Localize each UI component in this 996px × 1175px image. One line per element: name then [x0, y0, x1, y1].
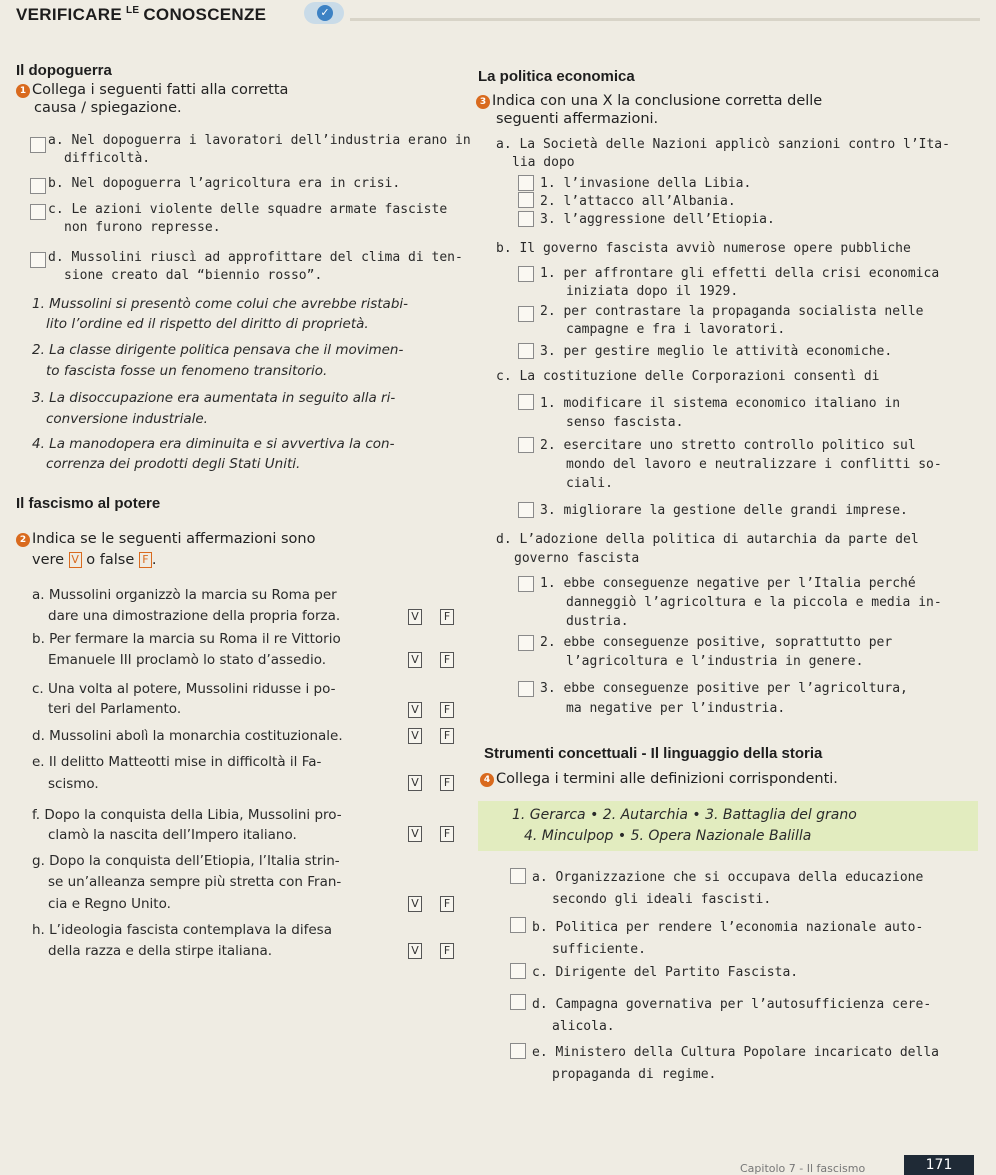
ex3-d-option-1-line3: dustria. — [566, 614, 629, 629]
ex2-item-f-line2: clamò la nascita dell’Impero italiano. — [48, 827, 297, 843]
ex3-a-option-3-checkbox[interactable] — [518, 211, 534, 227]
ex1-item-a-line1: a. Nel dopoguerra i lavoratori dell’industria erano in — [48, 133, 471, 148]
ex3-c-option-1-checkbox[interactable] — [518, 394, 534, 410]
exercise-2-instruction: 2 Indica se le seguenti affermazioni sono — [16, 530, 315, 549]
ex2-item-e-line1: e. Il delitto Matteotti mise in difficoltà il Fa- — [32, 754, 322, 770]
ex4-def-d-line2: alicola. — [552, 1019, 615, 1034]
ex3-b-option-2-checkbox[interactable] — [518, 306, 534, 322]
exercise-1-instruction: 1 Collega i seguenti fatti alla corretta — [16, 81, 288, 100]
exercise-1-number: 1 — [16, 84, 30, 98]
ex3-b-option-1-line2: iniziata dopo il 1929. — [566, 284, 739, 299]
exercise-2-instruction-line2: vere V o false F . — [32, 552, 157, 568]
exercise-3-instruction: 3 Indica con una X la conclusione corretta delle — [476, 92, 822, 111]
ex1-item-a-checkbox[interactable] — [30, 137, 46, 153]
ex2-item-c-line1: c. Una volta al potere, Mussolini ridusse i po- — [32, 681, 336, 697]
ex3-a-option-1-checkbox[interactable] — [518, 175, 534, 191]
ex4-def-e-line2: propaganda di regime. — [552, 1067, 717, 1082]
ex4-def-e-line1: e. Ministero della Cultura Popolare incaricato della — [532, 1045, 939, 1060]
ex2-item-b-true[interactable]: V — [408, 652, 422, 668]
ex4-def-d-line1: d. Campagna governativa per l’autosufficienza cere- — [532, 997, 932, 1012]
ex1-item-d-checkbox[interactable] — [30, 252, 46, 268]
footer-chapter: Capitolo 7 - Il fascismo — [740, 1162, 866, 1175]
ex2-item-d-false[interactable]: F — [440, 728, 454, 744]
ex2-item-e-line2: scismo. — [48, 776, 99, 792]
ex2-item-d-line1: d. Mussolini abolì la monarchia costituzionale. — [32, 728, 343, 744]
ex4-def-c-checkbox[interactable] — [510, 963, 526, 979]
header-word-le: LE — [125, 5, 140, 16]
ex4-def-e-checkbox[interactable] — [510, 1043, 526, 1059]
false-marker: F — [139, 552, 152, 568]
ex1-item-c-checkbox[interactable] — [30, 204, 46, 220]
ex3-c-option-1-line2: senso fascista. — [566, 415, 684, 430]
exercise-3-number: 3 — [476, 95, 490, 109]
ex3-c-option-2-checkbox[interactable] — [518, 437, 534, 453]
ex1-cause-4-line2: correnza dei prodotti degli Stati Uniti. — [46, 456, 301, 472]
ex3-question-d-line2: governo fascista — [514, 551, 640, 566]
ex4-def-a-line1: a. Organizzazione che si occupava della educazione — [532, 870, 924, 885]
ex2-item-h-true[interactable]: V — [408, 943, 422, 959]
ex2-item-c-false[interactable]: F — [440, 702, 454, 718]
check-icon: ✓ — [317, 5, 333, 21]
ex2-item-e-true[interactable]: V — [408, 775, 422, 791]
exercise-4-number: 4 — [480, 773, 494, 787]
ex2-item-b-line2: Emanuele III proclamò lo stato d’assedio. — [48, 652, 327, 668]
ex3-b-option-3: 3. per gestire meglio le attività economiche. — [540, 344, 893, 359]
true-marker: V — [69, 552, 82, 568]
ex4-def-c-line1: c. Dirigente del Partito Fascista. — [532, 965, 799, 980]
ex2-item-a-true[interactable]: V — [408, 609, 422, 625]
section-title-fascismo-potere: Il fascismo al potere — [16, 495, 161, 512]
ex1-item-a-line2: difficoltà. — [64, 151, 151, 166]
ex2-item-c-line2: teri del Parlamento. — [48, 701, 182, 717]
exercise-1-instruction-line2: causa / spiegazione. — [34, 100, 182, 116]
ex3-d-option-3-line1: 3. ebbe conseguenze positive per l’agricoltura, — [540, 681, 908, 696]
ex2-item-f-line1: f. Dopo la conquista della Libia, Mussolini pro- — [32, 807, 342, 823]
ex3-d-option-2-checkbox[interactable] — [518, 635, 534, 651]
ex3-d-option-3-checkbox[interactable] — [518, 681, 534, 697]
ex3-b-option-2-line2: campagne e fra i lavoratori. — [566, 322, 786, 337]
ex3-d-option-1-line1: 1. ebbe conseguenze negative per l’Italia perché — [540, 576, 916, 591]
header-badge — [304, 2, 344, 24]
ex1-cause-3-line1: 3. La disoccupazione era aumentata in seguito alla ri- — [32, 390, 396, 406]
ex3-d-option-1-checkbox[interactable] — [518, 576, 534, 592]
ex1-item-c-line2: non furono represse. — [64, 220, 221, 235]
ex2-item-g-line3: cia e Regno Unito. — [48, 896, 171, 912]
header-word-conoscenze: CONOSCENZE — [143, 5, 267, 24]
ex2-item-h-line1: h. L’ideologia fascista contemplava la difesa — [32, 922, 332, 938]
header-rule — [350, 18, 980, 21]
ex4-def-d-checkbox[interactable] — [510, 994, 526, 1010]
ex2-item-f-true[interactable]: V — [408, 826, 422, 842]
ex1-cause-2-line1: 2. La classe dirigente politica pensava che il movimen- — [32, 342, 404, 358]
ex2-item-g-line2: se un’alleanza sempre più stretta con Fran- — [48, 874, 342, 890]
ex2-item-b-false[interactable]: F — [440, 652, 454, 668]
ex3-b-option-2-line1: 2. per contrastare la propaganda socialista nelle — [540, 304, 924, 319]
ex3-b-option-3-checkbox[interactable] — [518, 343, 534, 359]
ex3-question-a-line1: a. La Società delle Nazioni applicò sanzioni contro l’Ita- — [496, 137, 950, 152]
terms-box — [478, 801, 978, 851]
ex4-def-a-line2: secondo gli ideali fascisti. — [552, 892, 772, 907]
ex2-item-b-line1: b. Per fermare la marcia su Roma il re Vittorio — [32, 631, 341, 647]
ex2-item-c-true[interactable]: V — [408, 702, 422, 718]
terms-line-2: 4. Minculpop • 5. Opera Nazionale Balilla — [524, 828, 812, 844]
ex3-question-d-line1: d. L’adozione della politica di autarchia da parte del — [496, 532, 919, 547]
ex4-def-b-checkbox[interactable] — [510, 917, 526, 933]
ex3-c-option-2-line1: 2. esercitare uno stretto controllo politico sul — [540, 438, 916, 453]
ex1-item-c-line1: c. Le azioni violente delle squadre armate fasciste — [48, 202, 448, 217]
ex2-item-g-false[interactable]: F — [440, 896, 454, 912]
section-title-politica-economica: La politica economica — [478, 68, 635, 85]
ex4-def-a-checkbox[interactable] — [510, 868, 526, 884]
ex3-c-option-3-checkbox[interactable] — [518, 502, 534, 518]
ex2-item-a-line2: dare una dimostrazione della propria forza. — [48, 608, 341, 624]
page-number: 171 — [904, 1155, 974, 1175]
ex3-question-b-line1: b. Il governo fascista avviò numerose opere pubbliche — [496, 241, 911, 256]
ex3-c-option-3: 3. migliorare la gestione delle grandi imprese. — [540, 503, 908, 518]
ex3-a-option-2-checkbox[interactable] — [518, 192, 534, 208]
terms-line-1: 1. Gerarca • 2. Autarchia • 3. Battaglia del grano — [512, 807, 857, 823]
ex3-b-option-1-line1: 1. per affrontare gli effetti della crisi economica — [540, 266, 940, 281]
ex4-def-b-line2: sufficiente. — [552, 942, 646, 957]
ex2-item-f-false[interactable]: F — [440, 826, 454, 842]
ex3-d-option-2-line2: l’agricoltura e l’industria in genere. — [566, 654, 864, 669]
header-title — [16, 5, 266, 25]
section-title-dopoguerra: Il dopoguerra — [16, 62, 112, 79]
exercise-3-instruction-line2: seguenti affermazioni. — [496, 111, 659, 127]
ex2-item-a-line1: a. Mussolini organizzò la marcia su Roma per — [32, 587, 337, 603]
ex1-cause-2-line2: to fascista fosse un fenomeno transitorio. — [46, 363, 328, 379]
ex1-cause-4-line1: 4. La manodopera era diminuita e si avvertiva la con- — [32, 436, 395, 452]
ex1-item-d-line2: sione creato dal “biennio rosso”. — [64, 268, 323, 283]
ex3-a-option-2: 2. l’attacco all’Albania. — [540, 194, 736, 209]
ex2-item-g-line1: g. Dopo la conquista dell’Etiopia, l’Italia strin- — [32, 853, 340, 869]
ex3-a-option-1: 1. l’invasione della Libia. — [540, 176, 752, 191]
ex2-item-a-false[interactable]: F — [440, 609, 454, 625]
ex2-item-g-true[interactable]: V — [408, 896, 422, 912]
header-word-verificare: VERIFICARE — [16, 5, 122, 24]
ex1-cause-1-line1: 1. Mussolini si presentò come colui che avrebbe ristabi- — [32, 296, 409, 312]
ex3-d-option-3-line2: ma negative per l’industria. — [566, 701, 786, 716]
ex3-c-option-1-line1: 1. modificare il sistema economico italiano in — [540, 396, 901, 411]
section-title-strumenti-concettuali: Strumenti concettuali - Il linguaggio della storia — [484, 745, 823, 762]
ex3-d-option-2-line1: 2. ebbe conseguenze positive, soprattutto per — [540, 635, 893, 650]
ex3-a-option-3: 3. l’aggressione dell’Etiopia. — [540, 212, 775, 227]
ex1-item-b-line1: b. Nel dopoguerra l’agricoltura era in crisi. — [48, 176, 401, 191]
ex3-question-a-line2: lia dopo — [512, 155, 575, 170]
ex3-b-option-1-checkbox[interactable] — [518, 266, 534, 282]
ex3-c-option-2-line3: ciali. — [566, 476, 613, 491]
ex1-cause-3-line2: conversione industriale. — [46, 411, 208, 427]
page-header — [0, 0, 996, 28]
ex2-item-e-false[interactable]: F — [440, 775, 454, 791]
ex2-item-d-true[interactable]: V — [408, 728, 422, 744]
exercise-4-instruction: 4 Collega i termini alle definizioni corrispondenti. — [480, 770, 838, 789]
ex1-item-d-line1: d. Mussolini riuscì ad approfittare del clima di ten- — [48, 250, 463, 265]
exercise-2-number: 2 — [16, 533, 30, 547]
ex4-def-b-line1: b. Politica per rendere l’economia nazionale auto- — [532, 920, 924, 935]
ex1-cause-1-line2: lito l’ordine ed il rispetto del diritto di proprietà. — [46, 316, 369, 332]
ex2-item-h-line2: della razza e della stirpe italiana. — [48, 943, 273, 959]
ex1-item-b-checkbox[interactable] — [30, 178, 46, 194]
ex2-item-h-false[interactable]: F — [440, 943, 454, 959]
ex3-question-c-line1: c. La costituzione delle Corporazioni consentì di — [496, 369, 880, 384]
ex3-d-option-1-line2: danneggiò l’agricoltura e la piccola e media in- — [566, 595, 942, 610]
ex3-c-option-2-line2: mondo del lavoro e neutralizzare i conflitti so- — [566, 457, 942, 472]
